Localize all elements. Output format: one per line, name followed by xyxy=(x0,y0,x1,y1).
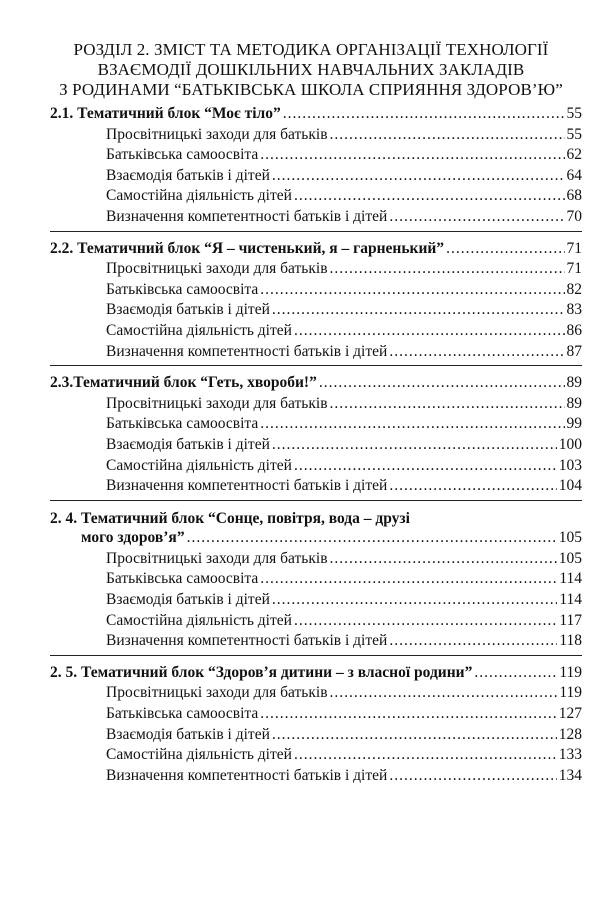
item-title: Самостійна діяльність дітей xyxy=(106,611,292,629)
chapter-heading-line: ВЗАЄМОДІЇ ДОШКІЛЬНИХ НАВЧАЛЬНИХ ЗАКЛАДІВ xyxy=(97,60,525,79)
dot-leader xyxy=(389,632,557,650)
page-number: 114 xyxy=(559,591,582,609)
chapter-heading-line: РОЗДІЛ 2. ЗМІСТ ТА МЕТОДИКА ОРГАНІЗАЦІЇ ТЕХНОЛОГІЇ xyxy=(73,40,549,59)
toc-section-2-5 xyxy=(50,664,582,790)
toc-item xyxy=(50,415,582,436)
page-number: 103 xyxy=(558,456,582,474)
dot-leader xyxy=(187,529,557,547)
dot-leader xyxy=(389,208,564,226)
section-title: 2.1. Тематичний блок “Моє тіло” xyxy=(50,105,281,122)
dot-leader xyxy=(260,415,564,433)
toc-item xyxy=(50,457,582,478)
toc-item xyxy=(50,726,582,747)
item-title: Батьківська самоосвіта xyxy=(106,570,259,588)
page-number: 83 xyxy=(566,301,582,319)
item-title: Самостійна діяльність дітей xyxy=(106,456,292,474)
item-title: Взаємодія батьків і дітей xyxy=(106,725,270,743)
toc-item xyxy=(50,322,582,343)
item-title: Визначення компетентності батьків і дітей xyxy=(106,766,388,784)
item-title: Батьківська самоосвіта xyxy=(106,146,259,164)
page-number: 62 xyxy=(566,146,582,164)
table-of-contents xyxy=(50,105,582,797)
page-number: 82 xyxy=(566,280,582,298)
toc-item xyxy=(50,395,582,416)
section-title: 2. 4. Тематичний блок “Сонце, повітря, вода – друзі xyxy=(50,509,410,527)
toc-section-2-2 xyxy=(50,240,582,367)
page-number: 86 xyxy=(566,321,582,339)
item-title: Просвітницькі заходи для батьків xyxy=(106,549,328,567)
page-number: 100 xyxy=(558,435,582,453)
toc-item xyxy=(50,167,582,188)
dot-leader xyxy=(294,612,557,630)
item-title: Взаємодія батьків і дітей xyxy=(106,166,270,184)
toc-item xyxy=(50,705,582,726)
toc-section-heading xyxy=(50,374,582,395)
dot-leader xyxy=(474,664,557,682)
toc-item xyxy=(50,260,582,281)
page-number: 114 xyxy=(559,570,582,588)
dot-leader xyxy=(330,684,558,702)
toc-item xyxy=(50,208,582,229)
dot-leader xyxy=(389,343,564,361)
toc-item xyxy=(50,187,582,208)
item-title: Визначення компетентності батьків і дітей xyxy=(106,632,388,650)
toc-item xyxy=(50,146,582,167)
page-number: 104 xyxy=(558,477,582,495)
section-title: 2.2. Тематичний блок “Я – чистенький, я – гарненький” xyxy=(50,239,445,257)
chapter-heading-line: З РОДИНАМИ “БАТЬКІВСЬКА ШКОЛА СПРИЯННЯ ЗДОРОВ’Ю” xyxy=(59,80,563,99)
page-number: 89 xyxy=(566,374,582,392)
page-number: 127 xyxy=(558,705,582,723)
page-number: 128 xyxy=(558,725,582,743)
toc-section-heading xyxy=(50,105,582,126)
item-title: Просвітницькі заходи для батьків xyxy=(106,684,328,702)
toc-item xyxy=(50,126,582,147)
toc-item xyxy=(50,477,582,498)
toc-section-heading xyxy=(50,529,582,550)
dot-leader xyxy=(272,591,557,609)
dot-leader xyxy=(272,301,565,319)
item-title: Взаємодія батьків і дітей xyxy=(106,301,270,319)
toc-item xyxy=(50,591,582,612)
toc-section-2-4 xyxy=(50,509,582,656)
page-number: 55 xyxy=(566,105,582,122)
dot-leader xyxy=(294,746,557,764)
page-number: 55 xyxy=(566,125,582,143)
toc-item xyxy=(50,550,582,571)
dot-leader xyxy=(330,395,565,413)
item-title: Батьківська самоосвіта xyxy=(106,280,259,298)
page-number: 71 xyxy=(566,260,582,278)
dot-leader xyxy=(272,726,557,744)
section-title-continued: мого здоров’я” xyxy=(81,529,185,547)
dot-leader xyxy=(294,457,557,475)
page-number: 68 xyxy=(566,187,582,205)
dot-leader xyxy=(283,105,565,123)
toc-section-heading xyxy=(50,240,582,261)
page-number: 70 xyxy=(566,207,582,225)
toc-item xyxy=(50,436,582,457)
toc-item xyxy=(50,746,582,767)
toc-section-2-3 xyxy=(50,374,582,501)
dot-leader xyxy=(260,146,564,164)
dot-leader xyxy=(446,240,564,258)
toc-item xyxy=(50,281,582,302)
page-number: 89 xyxy=(566,394,582,412)
item-title: Визначення компетентності батьків і дітей xyxy=(106,477,388,495)
dot-leader xyxy=(294,187,565,205)
dot-leader xyxy=(272,436,557,454)
dot-leader xyxy=(330,550,557,568)
dot-leader xyxy=(330,126,565,144)
dot-leader xyxy=(319,374,565,392)
toc-item xyxy=(50,301,582,322)
page-number: 118 xyxy=(559,632,582,650)
toc-item xyxy=(50,343,582,364)
dot-leader xyxy=(260,705,556,723)
item-title: Просвітницькі заходи для батьків xyxy=(106,260,328,278)
item-title: Взаємодія батьків і дітей xyxy=(106,591,270,609)
dot-leader xyxy=(389,767,556,785)
toc-item xyxy=(50,767,582,788)
dot-leader xyxy=(330,260,565,278)
toc-item xyxy=(50,570,582,591)
page-number: 117 xyxy=(559,611,582,629)
dot-leader xyxy=(294,322,565,340)
dot-leader xyxy=(272,167,565,185)
dot-leader xyxy=(260,570,557,588)
page-number: 64 xyxy=(566,166,582,184)
item-title: Визначення компетентності батьків і дітей xyxy=(106,207,388,225)
toc-item xyxy=(50,632,582,653)
toc-item xyxy=(50,612,582,633)
item-title: Просвітницькі заходи для батьків xyxy=(106,125,328,143)
chapter-heading xyxy=(40,40,582,100)
page-number: 105 xyxy=(558,529,582,547)
page-number: 134 xyxy=(558,766,582,784)
toc-item xyxy=(50,684,582,705)
page-number: 87 xyxy=(566,342,582,360)
item-title: Самостійна діяльність дітей xyxy=(106,321,292,339)
dot-leader xyxy=(260,281,564,299)
dot-leader xyxy=(389,477,556,495)
item-title: Самостійна діяльність дітей xyxy=(106,746,292,764)
section-title: 2.3.Тематичний блок “Геть, хвороби!” xyxy=(50,374,317,392)
item-title: Визначення компетентності батьків і дітей xyxy=(106,342,388,360)
page-number: 119 xyxy=(559,663,582,681)
page-number: 99 xyxy=(566,415,582,433)
page-number: 133 xyxy=(558,746,582,764)
page-number: 71 xyxy=(566,239,582,257)
item-title: Взаємодія батьків і дітей xyxy=(106,435,270,453)
page-number: 119 xyxy=(559,684,582,702)
section-title: 2. 5. Тематичний блок “Здоров’я дитини – з власної родини” xyxy=(50,663,473,681)
item-title: Батьківська самоосвіта xyxy=(106,415,259,433)
page-number: 105 xyxy=(558,549,582,567)
toc-section-2-1 xyxy=(50,105,582,232)
item-title: Батьківська самоосвіта xyxy=(106,705,259,723)
item-title: Просвітницькі заходи для батьків xyxy=(106,394,328,412)
toc-section-heading xyxy=(50,664,582,685)
item-title: Самостійна діяльність дітей xyxy=(106,187,292,205)
